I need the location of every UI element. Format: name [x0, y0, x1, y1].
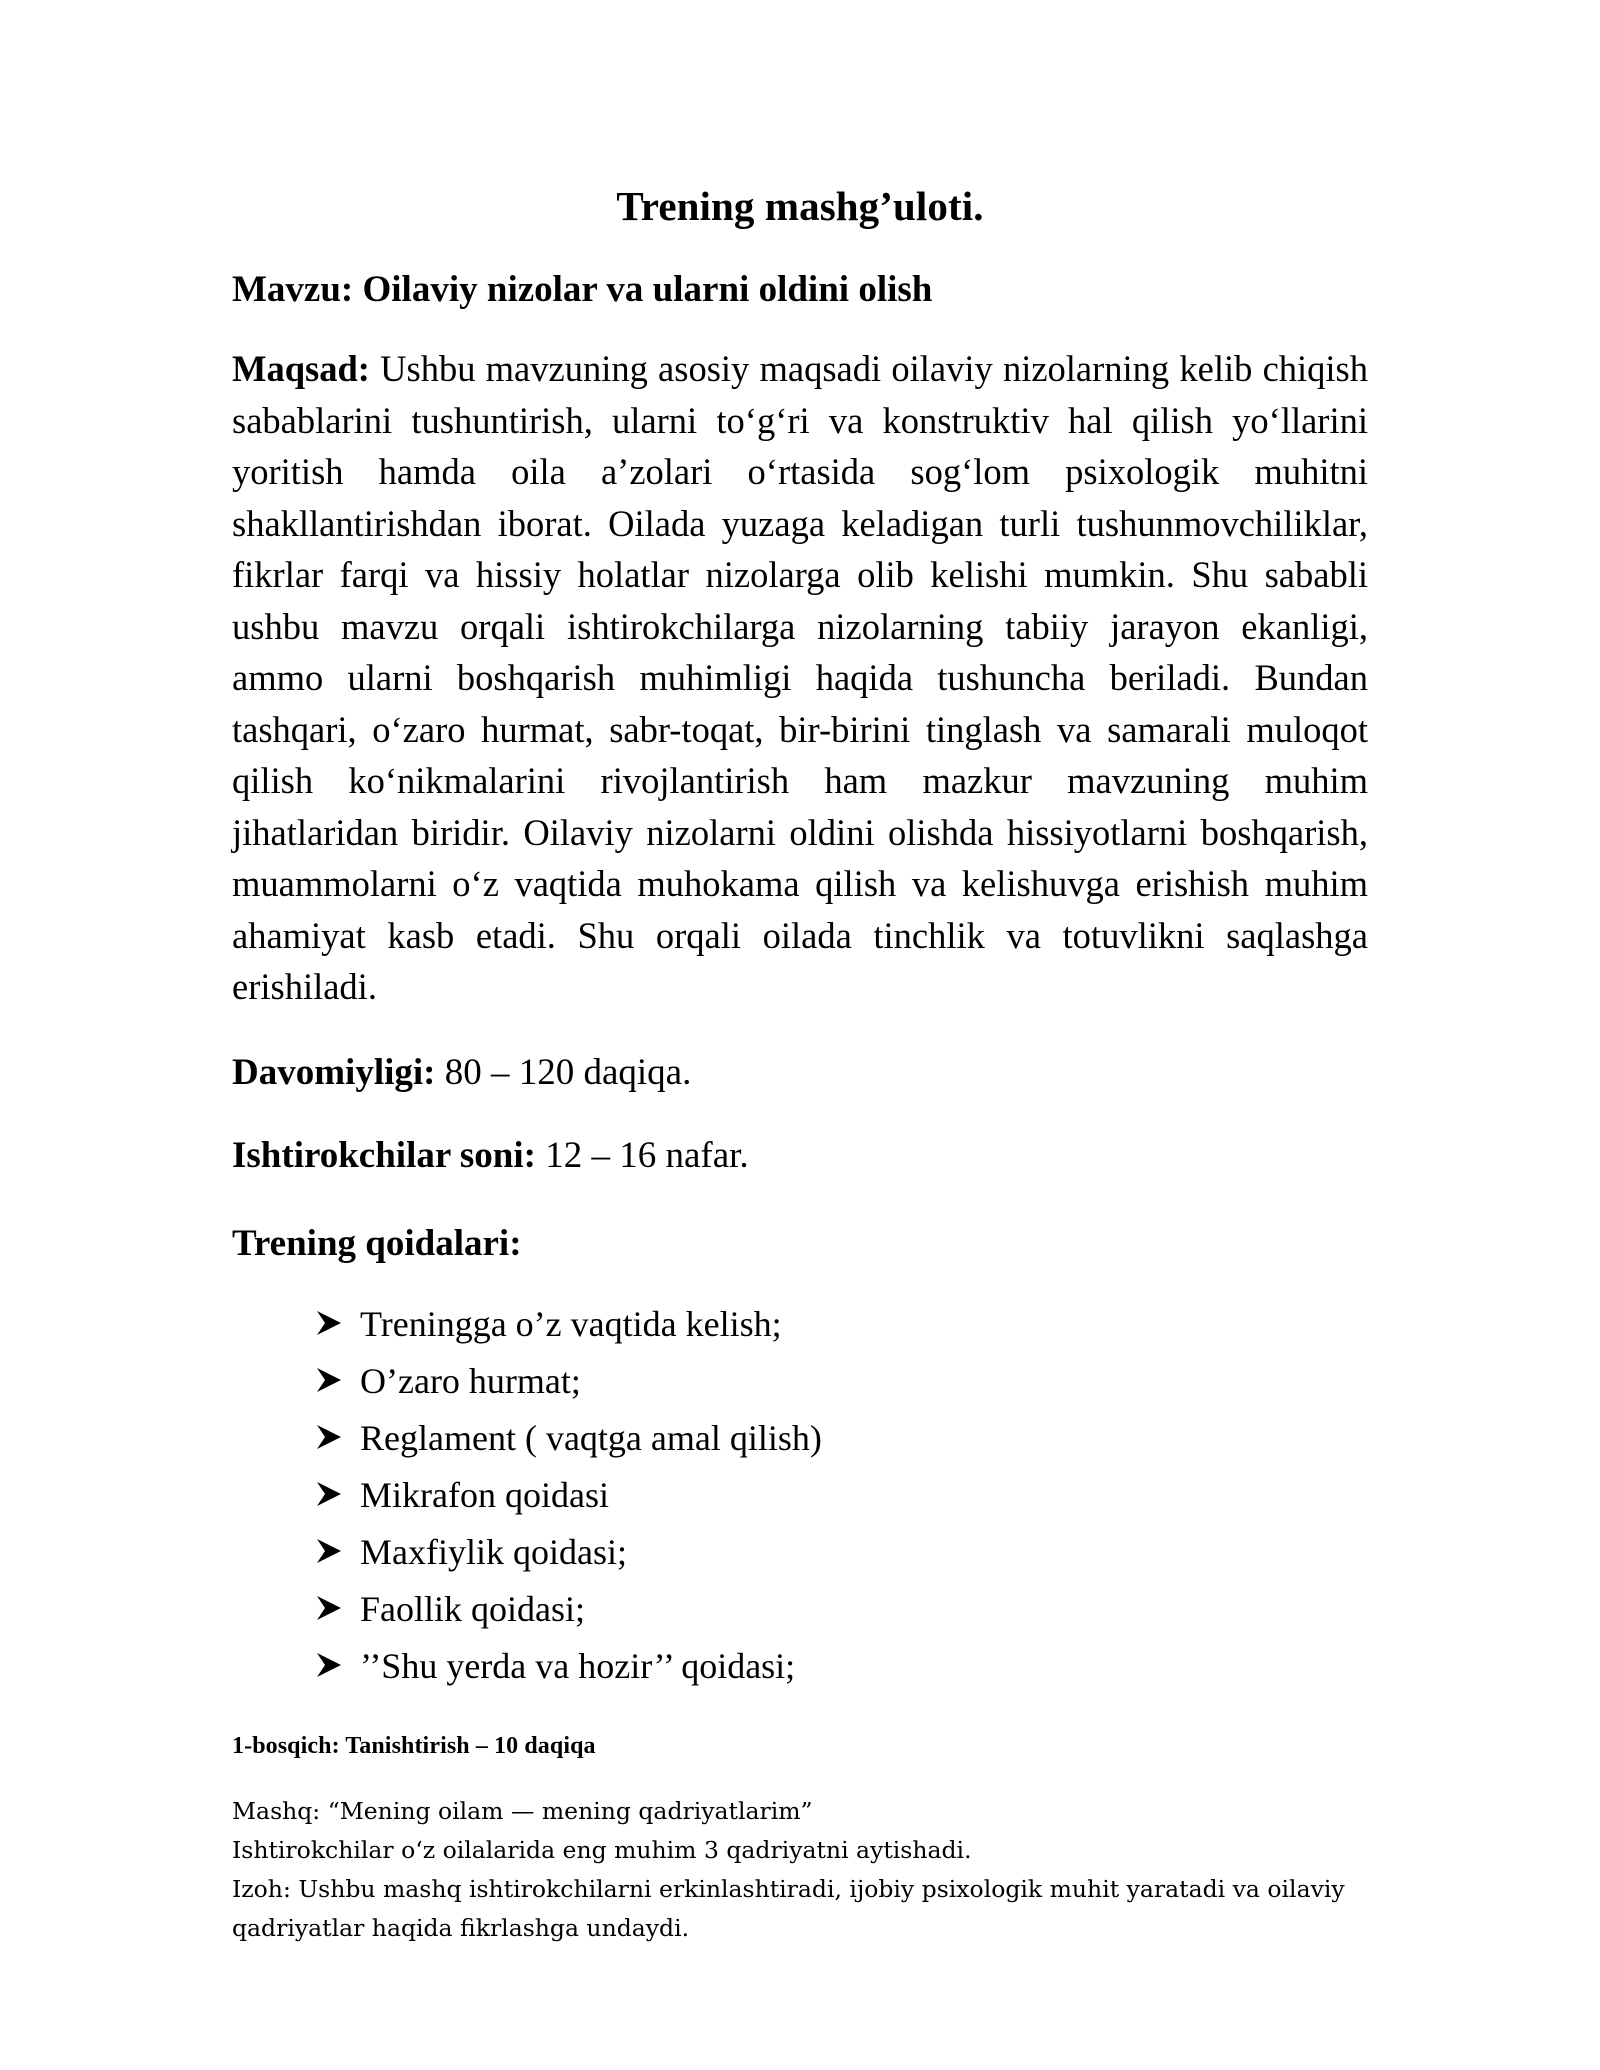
stage-line-exercise: Mashq: “Mening oilam — mening qadriyatlarim” [232, 1796, 813, 1825]
duration-line [232, 1049, 1368, 1097]
arrowhead-bullet-icon [314, 1636, 360, 1678]
list-item [232, 1465, 1368, 1522]
arrowhead-bullet-icon [314, 1351, 360, 1393]
rules-list [232, 1294, 1368, 1693]
arrowhead-bullet-icon [314, 1579, 360, 1621]
purpose-text: Ushbu mavzuning asosiy maqsadi oilaviy nizolarning kelib chiqish sabablarini tushuntirish, ularni to‘g‘ri va konstruktiv hal qilish yo‘llarini yoritish hamda oila a’zolari o‘rtasida sog‘lom psixologik muhitni shakllantirishdan iborat. Oilada yuzaga keladigan turli tushunmovchiliklar, fikrlar farqi va hissiy holatlar nizolarga olib kelishi mumkin. Shu sababli ushbu mavzu orqali ishtirokchilarga nizolarning tabiiy jarayon ekanligi, ammo ularni boshqarish muhimligi haqida tushuncha beriladi. Bundan tashqari, o‘zaro hurmat, sabr-toqat, bir-birini tinglash va samarali muloqot qilish ko‘nikmalarini rivojlantirish ham mazkur mavzuning muhim jihatlaridan biridir. Oilaviy nizolarni oldini olishda hissiyotlarni boshqarish, muammolarni o‘z vaqtida muhokama qilish va kelishuvga erishish muhim ahamiyat kasb etadi. Shu orqali oilada tinchlik va totuvlikni saqlashga erishiladi. [232, 348, 1369, 1008]
duration-label: Davomiyligi: [232, 1052, 436, 1094]
topic-value: Oilaviy nizolar va ularni oldini olish [362, 269, 933, 311]
arrowhead-bullet-icon [314, 1522, 360, 1564]
topic-label: Mavzu: [232, 269, 354, 311]
list-item [232, 1636, 1368, 1693]
topic-heading [232, 267, 1368, 313]
list-item-label: Faollik qoidasi; [360, 1588, 585, 1629]
list-item [232, 1351, 1368, 1408]
rules-heading: Trening qoidalari: [232, 1222, 522, 1264]
stage-heading: 1-bosqich: Tanishtirish – 10 daqiqa [232, 1732, 596, 1759]
participants-line [232, 1132, 1368, 1180]
list-item-label: O’zaro hurmat; [360, 1360, 581, 1401]
purpose-label: Maqsad: [232, 348, 370, 390]
list-item-label: Treningga o’z vaqtida kelish; [360, 1303, 782, 1344]
page-title: Trening mashg’uloti. [616, 183, 984, 229]
arrowhead-bullet-icon [314, 1294, 360, 1336]
list-item-label: Reglament ( vaqtga amal qilish) [360, 1417, 822, 1458]
list-item [232, 1579, 1368, 1636]
duration-value: 80 – 120 daqiqa. [444, 1052, 692, 1094]
document-content [232, 0, 1368, 1948]
list-item-label: ’’Shu yerda va hozir’’ qoidasi; [360, 1645, 796, 1686]
list-item [232, 1522, 1368, 1579]
list-item [232, 1408, 1368, 1465]
arrowhead-bullet-icon [314, 1408, 360, 1450]
participants-label: Ishtirokchilar soni: [232, 1134, 536, 1176]
list-item-label: Maxfiylik qoidasi; [360, 1531, 627, 1572]
stage-description [232, 1792, 1352, 1948]
list-item-label: Mikrafon qoidasi [360, 1474, 609, 1515]
participants-value: 12 – 16 nafar. [545, 1134, 749, 1176]
purpose-paragraph [232, 343, 1368, 1013]
stage-line-note: Izoh: Ushbu mashq ishtirokchilarni erkinlashtiradi, ijobiy psixologik muhit yaratadi va oilaviy qadriyatlar haqida fikrlashga undaydi. [232, 1874, 1345, 1942]
stage-line-instruction: Ishtirokchilar o‘z oilalarida eng muhim 3 qadriyatni aytishadi. [232, 1835, 972, 1864]
arrowhead-bullet-icon [314, 1465, 360, 1507]
list-item [232, 1294, 1368, 1351]
